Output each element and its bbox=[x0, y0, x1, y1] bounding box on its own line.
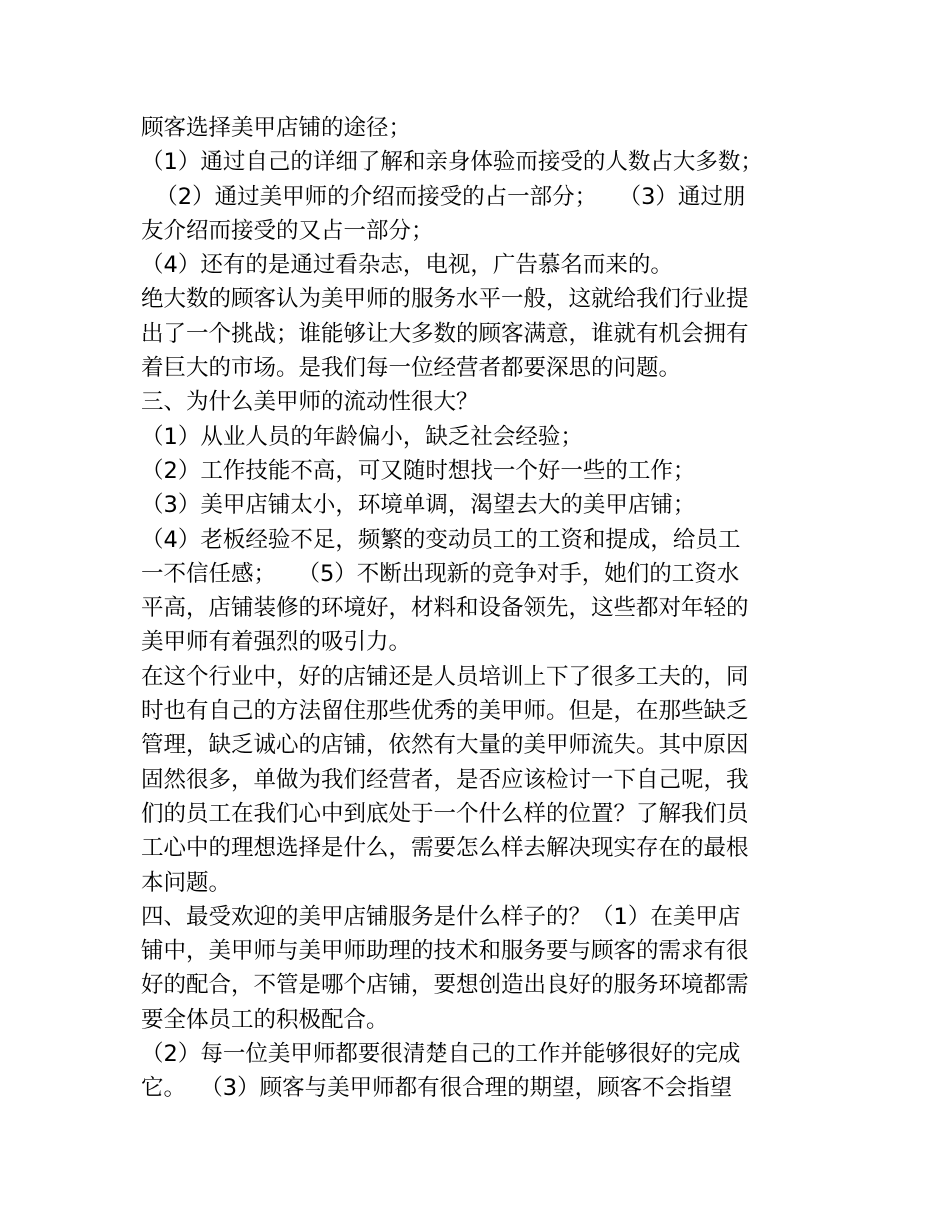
text-line: （2）通过美甲师的介绍而接受的占一部分； （3）通过朋 bbox=[141, 183, 746, 210]
body-text bbox=[141, 111, 821, 1106]
text-line: （1）从业人员的年龄偏小，缺乏社会经验； bbox=[141, 423, 583, 450]
text-line: （2）工作技能不高，可又随时想找一个好一些的工作； bbox=[141, 457, 696, 484]
text-line: 友介绍而接受的又占一部分； bbox=[141, 217, 434, 244]
text-line: 一不信任感； （5）不断出现新的竞争对手，她们的工资水 bbox=[141, 560, 740, 587]
text-line: （3）美甲店铺太小，环境单调，渴望去大的美甲店铺； bbox=[141, 492, 696, 519]
text-line: 要全体员工的积极配合。 bbox=[141, 1006, 389, 1033]
text-line: 在这个行业中，好的店铺还是人员培训上下了很多工夫的，同 bbox=[141, 663, 749, 690]
text-line: 本问题。 bbox=[141, 869, 232, 896]
text-line: 平高，店铺装修的环境好，材料和设备领先，这些都对年轻的 bbox=[141, 595, 749, 622]
text-line: 绝大数的顾客认为美甲师的服务水平一般，这就给我们行业提 bbox=[141, 286, 749, 313]
text-line: 美甲师有着强烈的吸引力。 bbox=[141, 629, 412, 656]
text-line: 它。 （3）顾客与美甲师都有很合理的期望，顾客不会指望 bbox=[141, 1075, 733, 1102]
text-line: （4）还有的是通过看杂志，电视，广告慕名而来的。 bbox=[141, 252, 673, 279]
text-line: 时也有自己的方法留住那些优秀的美甲师。但是，在那些缺乏 bbox=[141, 698, 749, 725]
text-line: 铺中，美甲师与美甲师助理的技术和服务要与顾客的需求有很 bbox=[141, 938, 749, 965]
text-line: 出了一个挑战；谁能够让大多数的顾客满意，谁就有机会拥有 bbox=[141, 320, 749, 347]
text-line: 好的配合，不管是哪个店铺，要想创造出良好的服务环境都需 bbox=[141, 972, 749, 999]
text-line: 顾客选择美甲店铺的途径； bbox=[141, 115, 412, 141]
text-line: （1）通过自己的详细了解和亲身体验而接受的人数占大多数； bbox=[141, 149, 763, 176]
text-line: （2）每一位美甲师都要很清楚自己的工作并能够很好的完成 bbox=[141, 1041, 741, 1068]
text-line: 工心中的理想选择是什么，需要怎么样去解决现实存在的最根 bbox=[141, 835, 749, 862]
text-line: 固然很多，单做为我们经营者，是否应该检讨一下自己呢，我 bbox=[141, 766, 749, 793]
text-line: （4）老板经验不足，频繁的变动员工的工资和提成，给员工 bbox=[141, 526, 741, 553]
section-heading: 三、为什么美甲师的流动性很大？ bbox=[141, 389, 479, 416]
text-line: 管理，缺乏诚心的店铺，依然有大量的美甲师流失。其中原因 bbox=[141, 732, 749, 759]
text-line: 们的员工在我们心中到底处于一个什么样的位置？了解我们员 bbox=[141, 800, 749, 827]
section-heading: 四、最受欢迎的美甲店铺服务是什么样子的？（1）在美甲店 bbox=[141, 903, 741, 930]
text-line: 着巨大的市场。是我们每一位经营者都要深思的问题。 bbox=[141, 355, 682, 382]
